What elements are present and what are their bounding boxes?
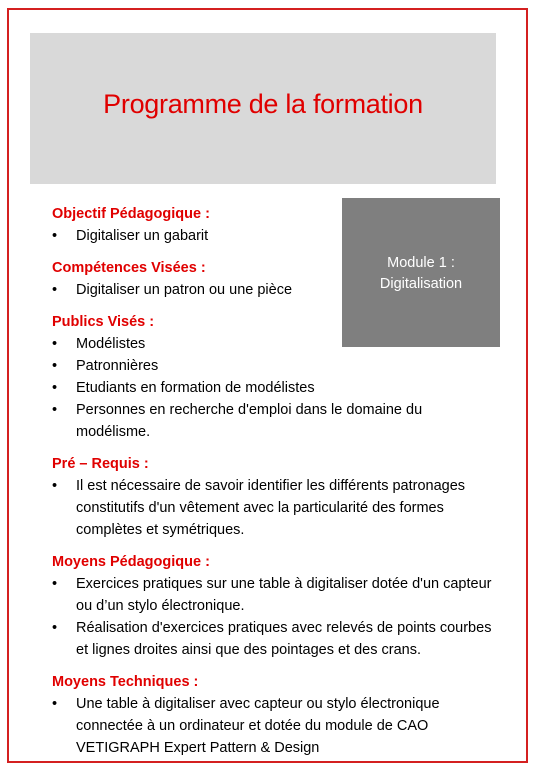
module-number: Module 1 : — [387, 255, 455, 271]
list-item-text: Digitaliser un patron ou une pièce — [76, 282, 293, 298]
bullet-icon: • — [52, 402, 58, 418]
list-item — [52, 225, 342, 247]
bullet-icon: • — [52, 696, 58, 712]
list-item-text: Exercices pratiques sur une table à digitaliser dotée d'un capteur ou d’un stylo électronique. — [76, 576, 492, 614]
title-banner — [30, 33, 496, 184]
list-item-text: Personnes en recherche d'emploi dans le domaine du modélisme. — [76, 402, 423, 440]
section-heading: Moyens Pédagogique : — [52, 554, 210, 570]
bullet-icon: • — [52, 358, 58, 374]
list-item-text: Etudiants en formation de modélistes — [76, 380, 315, 396]
bullet-list — [52, 693, 502, 759]
list-item-text: Une table à digitaliser avec capteur ou stylo électronique connectée à un ordinateur et dotée du module de CAO VETIGRAPH Expert Pattern & Design — [76, 696, 440, 756]
module-name: Digitalisation — [379, 276, 463, 292]
list-item-text: Patronnières — [76, 358, 159, 374]
bullet-list — [52, 573, 502, 661]
list-item — [52, 333, 502, 355]
section-heading: Compétences Visées : — [52, 260, 206, 276]
list-item — [52, 573, 502, 617]
section-competences — [52, 257, 342, 301]
list-item-text: Modélistes — [76, 336, 146, 352]
section-heading: Moyens Techniques : — [52, 674, 199, 690]
bullet-icon: • — [52, 576, 58, 592]
section-moyens-pedagogiques — [52, 551, 502, 661]
bullet-icon: • — [52, 620, 58, 636]
bullet-icon: • — [52, 380, 58, 396]
bullet-list — [52, 279, 342, 301]
bullet-list — [52, 475, 502, 541]
list-item — [52, 279, 342, 301]
list-item — [52, 377, 502, 399]
bullet-list — [52, 333, 502, 443]
list-item — [52, 399, 502, 443]
bullet-icon: • — [52, 336, 58, 352]
bullet-list — [52, 225, 342, 247]
section-moyens-techniques — [52, 671, 502, 759]
section-publics — [52, 311, 502, 443]
bullet-icon: • — [52, 282, 58, 298]
page-title: Programme de la formation — [103, 89, 423, 119]
list-item — [52, 355, 502, 377]
list-item — [52, 617, 502, 661]
list-item-text: Il est nécessaire de savoir identifier les différents patronages constitutifs d'un vêtement avec la particularité des formes complètes et symétriques. — [76, 478, 466, 538]
section-heading: Pré – Requis : — [52, 456, 149, 472]
section-prerequis — [52, 453, 502, 541]
list-item-text: Digitaliser un gabarit — [76, 228, 209, 244]
content — [52, 203, 502, 759]
section-heading: Objectif Pédagogique : — [52, 206, 210, 222]
bullet-icon: • — [52, 478, 58, 494]
section-objectif — [52, 203, 342, 247]
bullet-icon: • — [52, 228, 58, 244]
list-item — [52, 475, 502, 541]
section-heading: Publics Visés : — [52, 314, 155, 330]
list-item-text: Réalisation d'exercices pratiques avec relevés de points courbes et lignes droites ainsi que des pointages et des crans. — [76, 620, 492, 658]
list-item — [52, 693, 502, 759]
